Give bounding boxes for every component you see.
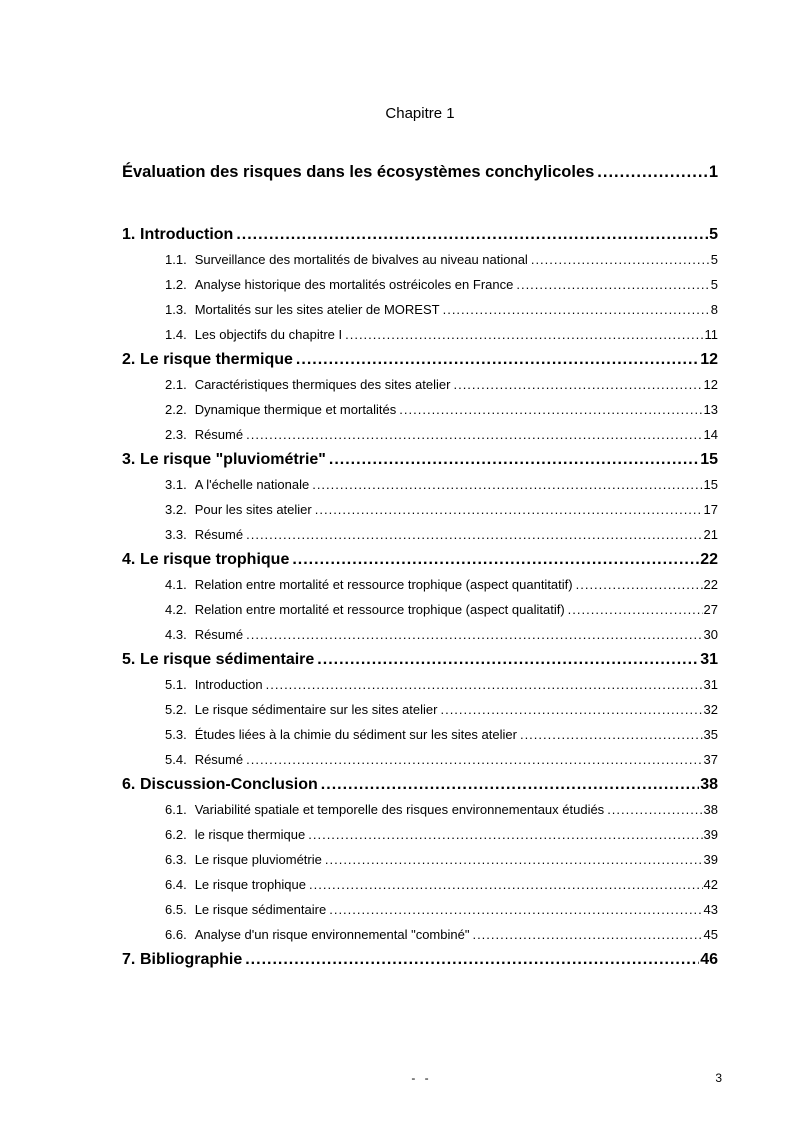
toc-leader-dots [317,647,699,672]
toc-entry-number: 6.5. [165,902,187,917]
toc-entry-label: le risque thermique [194,827,306,842]
toc-entry-page-number: 42 [703,877,718,892]
toc-entry-page-number: 39 [703,852,718,867]
toc-entry-label: Variabilité spatiale et temporelle des risques environnementaux étudiés [194,802,605,817]
toc-entry [122,622,718,647]
toc-leader-dots [325,847,703,872]
toc-entry-label: Le risque sédimentaire [194,902,327,917]
toc-entry [122,547,718,572]
toc-entry-label: Mortalités sur les sites atelier de MOREST [194,302,440,317]
toc-entry-label: Discussion-Conclusion [140,776,318,793]
toc-entry-number: 4.2. [165,602,187,617]
toc-entry-label: Pour les sites atelier [194,502,312,517]
toc-entry-page-number: 17 [703,502,718,517]
toc-entry-label: Le risque "pluviométrie" [140,451,326,468]
toc-entry-number: 5. [122,651,136,668]
toc-entry-page-number: 14 [703,427,718,442]
toc-entry-label: Introduction [140,226,234,243]
toc-entry-label: Relation entre mortalité et ressource trophique (aspect quantitatif) [194,577,573,592]
toc-leader-dots [308,822,702,847]
toc-entry [122,397,718,422]
toc-entry-page-number: 12 [703,377,718,392]
toc-entry-page-number: 46 [700,951,718,968]
toc-entry-label: Relation entre mortalité et ressource trophique (aspect qualitatif) [194,602,565,617]
toc-entry-number: 5.1. [165,677,187,692]
toc-title-row [122,161,718,183]
toc-entry-label: Les objectifs du chapitre I [194,327,343,342]
toc-leader-dots [597,161,708,183]
toc-entry-number: 7. [122,951,136,968]
toc-entry-number: 6.1. [165,802,187,817]
toc-entry-number: 4. [122,551,136,568]
toc-entry-label: Dynamique thermique et mortalités [194,402,397,417]
toc-entry-label: Le risque pluviométrie [194,852,322,867]
footer-center-marks: - - [411,1071,429,1085]
toc-entry-page-number: 30 [703,627,718,642]
toc-leader-dots [440,697,702,722]
toc-entry-number: 3.2. [165,502,187,517]
toc-entry [122,572,718,597]
toc-entry-number: 6.3. [165,852,187,867]
toc-list [122,222,718,972]
page-footer [122,1070,722,1086]
toc-entry-label: Études liées à la chimie du sédiment sur les sites atelier [194,727,517,742]
toc-entry-number: 6. [122,776,136,793]
toc-entry-number: 3. [122,451,136,468]
toc-leader-dots [443,297,710,322]
toc-entry-number: 1.3. [165,302,187,317]
toc-entry-page-number: 22 [700,551,718,568]
toc-entry-number: 3.1. [165,477,187,492]
toc-entry-page-number: 43 [703,902,718,917]
toc-entry-label: Le risque sédimentaire sur les sites atelier [194,702,438,717]
toc-leader-dots [236,222,708,247]
toc-entry-page-number: 31 [703,677,718,692]
toc-entry-page-number: 31 [700,651,718,668]
toc-entry-number: 2.3. [165,427,187,442]
toc-entry-page-number: 13 [703,402,718,417]
toc-entry-page-number: 32 [703,702,718,717]
toc-entry-label: Caractéristiques thermiques des sites atelier [194,377,451,392]
toc-leader-dots [245,947,699,972]
toc-leader-dots [531,247,710,272]
toc-entry-page-number: 27 [703,602,718,617]
toc-leader-dots [576,572,703,597]
toc-leader-dots [329,447,699,472]
toc-entry [122,747,718,772]
toc-entry [122,647,718,672]
toc-entry-page-number: 37 [703,752,718,767]
toc-entry-number: 2.2. [165,402,187,417]
toc-leader-dots [292,547,699,572]
toc-entry-page-number: 22 [703,577,718,592]
toc-entry-number: 1. [122,226,136,243]
toc-entry [122,472,718,497]
toc-entry-page-number: 5 [709,226,718,243]
toc-entry [122,797,718,822]
toc-entry-label: Analyse d'un risque environnemental "combiné" [194,927,470,942]
toc-title-label: Évaluation des risques dans les écosystèmes conchylicoles [122,163,595,181]
toc-entry [122,822,718,847]
toc-entry-number: 5.2. [165,702,187,717]
toc-entry-label: Résumé [194,627,244,642]
toc-entry [122,447,718,472]
toc-entry [122,347,718,372]
toc-entry-page-number: 21 [703,527,718,542]
toc-leader-dots [246,522,702,547]
toc-leader-dots [520,722,703,747]
toc-entry-label: Introduction [194,677,263,692]
toc-leader-dots [246,422,702,447]
chapter-heading: Chapitre 1 [385,105,455,122]
toc-entry [122,272,718,297]
toc-leader-dots [246,622,702,647]
toc-leader-dots [607,797,702,822]
toc-entry-number: 5.3. [165,727,187,742]
toc-leader-dots [472,922,702,947]
toc-entry [122,772,718,797]
toc-entry-page-number: 12 [700,351,718,368]
toc-entry [122,247,718,272]
toc-leader-dots [516,272,709,297]
toc-entry [122,222,718,247]
toc-entry [122,297,718,322]
toc-leader-dots [568,597,703,622]
toc-entry-number: 1.4. [165,327,187,342]
toc-leader-dots [329,897,702,922]
toc-entry-label: Le risque trophique [194,877,306,892]
toc-entry-number: 1.2. [165,277,187,292]
toc-entry [122,847,718,872]
toc-entry-label: Le risque thermique [140,351,293,368]
toc-leader-dots [315,497,703,522]
toc-entry-page-number: 45 [703,927,718,942]
toc-entry [122,722,718,747]
toc-leader-dots [321,772,699,797]
toc-entry-label: Le risque sédimentaire [140,651,315,668]
toc-entry [122,372,718,397]
toc-leader-dots [296,347,699,372]
toc-entry-page-number: 38 [700,776,718,793]
toc-entry [122,897,718,922]
toc-leader-dots [309,872,703,897]
toc-entry-number: 4.3. [165,627,187,642]
toc-entry [122,522,718,547]
toc-entry-page-number: 39 [703,827,718,842]
toc-entry-number: 5.4. [165,752,187,767]
toc-entry-page-number: 38 [703,802,718,817]
toc-entry-label: Le risque trophique [140,551,290,568]
toc-leader-dots [246,747,702,772]
toc-title-page-number: 1 [708,163,718,181]
toc-entry [122,697,718,722]
toc-entry-label: A l'échelle nationale [194,477,310,492]
toc-entry-number: 6.6. [165,927,187,942]
toc-entry-page-number: 5 [710,252,718,267]
footer-page-number: 3 [715,1071,722,1085]
toc-entry-label: Surveillance des mortalités de bivalves au niveau national [194,252,528,267]
toc-entry [122,597,718,622]
toc-leader-dots [266,672,703,697]
toc-entry-label: Résumé [194,752,244,767]
toc-entry-number: 6.4. [165,877,187,892]
toc-entry-label: Résumé [194,427,244,442]
toc-entry [122,922,718,947]
toc-leader-dots [399,397,702,422]
toc-leader-dots [453,372,702,397]
toc-entry-label: Analyse historique des mortalités ostréicoles en France [194,277,514,292]
toc-entry-number: 1.1. [165,252,187,267]
toc-entry-page-number: 15 [700,451,718,468]
toc-entry [122,872,718,897]
toc-entry-number: 2. [122,351,136,368]
toc-entry [122,322,718,347]
toc-entry-label: Résumé [194,527,244,542]
toc-entry [122,497,718,522]
toc-entry-page-number: 35 [703,727,718,742]
toc-leader-dots [312,472,702,497]
toc-entry-number: 6.2. [165,827,187,842]
toc-entry [122,947,718,972]
toc-leader-dots [345,322,703,347]
toc-entry-page-number: 5 [710,277,718,292]
toc-entry-page-number: 15 [703,477,718,492]
toc-entry [122,672,718,697]
toc-entry-page-number: 8 [710,302,718,317]
toc-entry-label: Bibliographie [140,951,243,968]
toc-entry [122,422,718,447]
toc-entry-page-number: 11 [704,327,718,342]
toc-entry-number: 4.1. [165,577,187,592]
toc-entry-number: 2.1. [165,377,187,392]
toc-entry-number: 3.3. [165,527,187,542]
